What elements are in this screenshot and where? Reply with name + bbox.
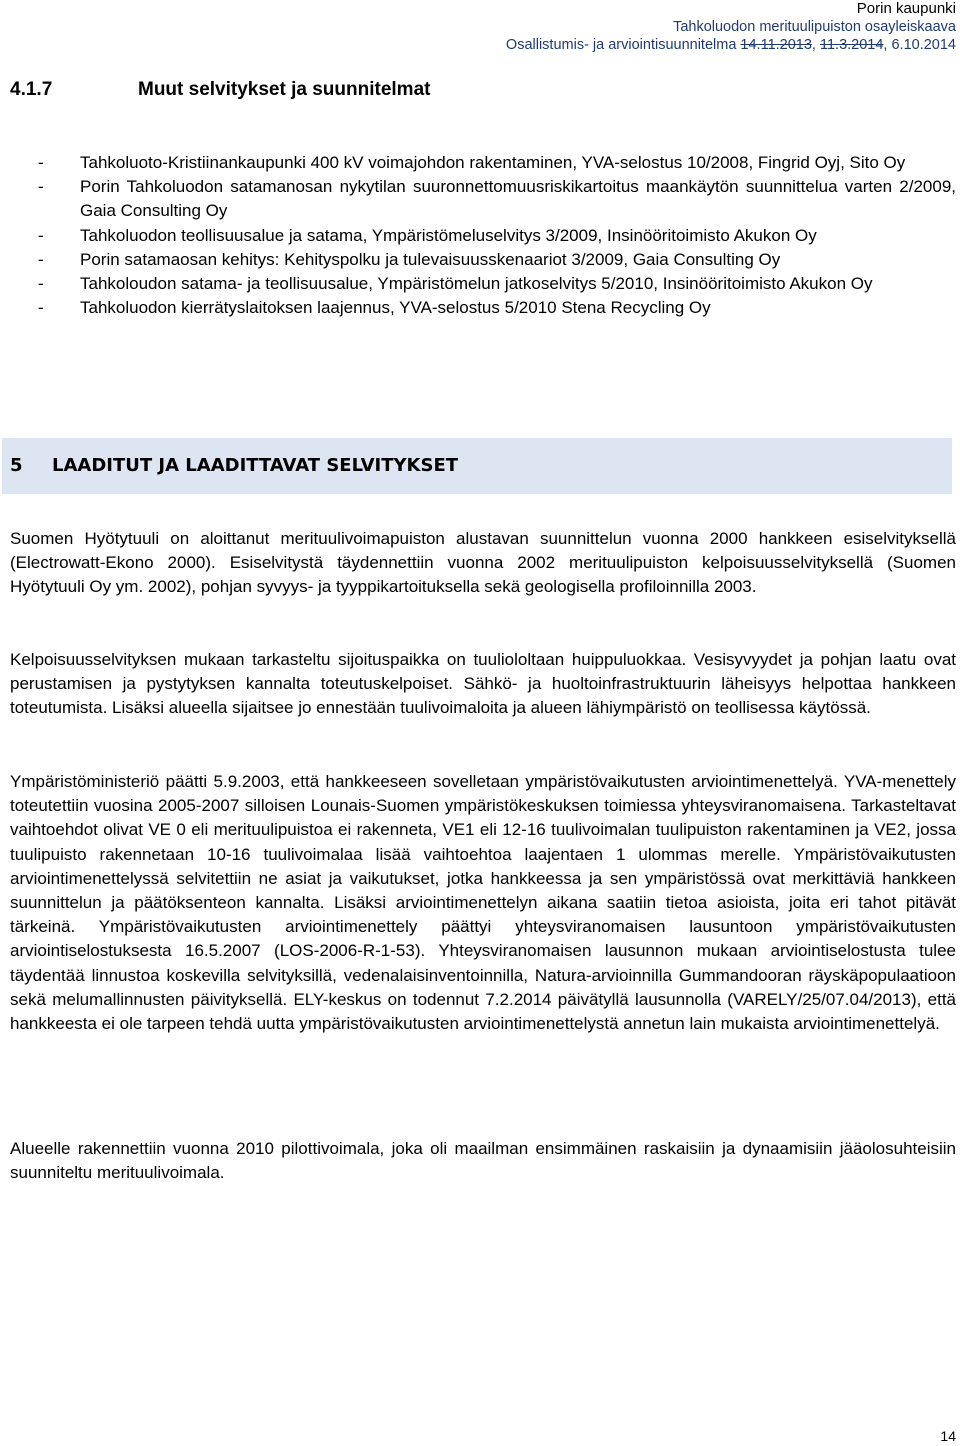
header-plan-subtitle [506,36,956,54]
reference-item: - Porin Tahkoluodon satamanosan nykytilan suuronnettomuusriskikartoitus maankäytön suunnittelua varten 2/2009, Gaia Consulting Oy [38,175,956,223]
header-date-struck-2: 11.3.2014 [819,37,884,53]
header-plan-title: Tahkoluodon merituulipuiston osayleiskaava [673,19,956,35]
body-paragraph-2 [10,648,956,745]
chapter-heading [10,455,458,477]
reference-item: - Tahkoluodon teollisuusalue ja satama, Ympäristömeluselvitys 3/2009, Insinööritoimisto Akukon Oy [38,224,956,248]
header-organization: Porin kaupunki [856,0,956,17]
reference-item: - Porin satamaosan kehitys: Kehityspolku ja tulevaisuusskenaariot 3/2009, Gaia Consulting Oy [38,248,956,272]
chapter-number: 5 [10,455,23,476]
page-header [506,0,956,54]
paragraph: Ympäristöministeriö päätti 5.9.2003, että hankkeeseen sovelletaan ympäristövaikutusten arviointimenettelyä. YVA-menettely toteutettiin vuosina 2005-2007 silloisen Lounais-Suomen ympäristökeskuksen toimiessa yhteysviranomaisena. Tarkasteltavat vaihtoehdot olivat VE 0 eli merituulipuistoa ei rakenneta, VE1 eli 12-16 tuulivoimalan tuulipuiston rakentaminen ja VE2, jossa tuulipuisto rakennetaan 10-16 tuulivoimalaa lisää vaihtoehtoa laajentaen 1 ulommas merelle. Ympäristövaikutusten arviointimenettelyssä selvitettiin ne asiat ja vaikutukset, jotka hankkeessa ja sen ympäristössä ovat merkittäviä hankkeen suunnittelun ja päätöksenteon kannalta. Lisäksi arviointimenettelyn aikana saatiin tietoa asioista, joita eri tahot pitävät tärkeinä. Ympäristövaikutusten arviointimenettely päättyi yhteysviranomaisen lausuntoon ympäristövaikutusten arviointiselostuksesta 16.5.2007 (LOS-2006-R-1-53). Yhteysviranomaisen lausunnon mukaan arviointiselostusta tulee täydentää linnustoa koskevilla selvityksillä, vedenalaisinventoinnilla, Natura-arvioinnilla Gummandooran räyskäpopulaatioon sekä melumallinnusten päivityksellä. ELY-keskus on todennut 7.2.2014 päivätyllä lausunnolla (VARELY/25/07.04/2013), että hankkeesta ei ole tarpeen tehdä uutta ympäristövaikutusten arviointimenettelystä annetun lain mukaista arviointimenettelyä. [10,772,956,1034]
paragraph: Kelpoisuusselvityksen mukaan tarkasteltu sijoituspaikka on tuuliololtaan huippuluokkaa. Vesisyvyydet ja pohjan laatu ovat perustamisen ja pystytyksen kannalta toteutuskelpoiset. Sähkö- ja huoltoinfrastruktuurin läheisyys helpottaa hankkeen toteutumista. Lisäksi alueella sijaitsee jo ennestään tuulivoimaloita ja alueen lähiympäristö on teollisessa käytössä. [10,650,956,718]
body-paragraph-3 [10,770,956,1060]
page-number: 14 [940,1428,956,1444]
paragraph: Alueelle rakennettiin vuonna 2010 pilottivoimala, joka oli maailman ensimmäinen raskaisiin ja dynaamisiin jääolosuhteisiin suunniteltu merituulivoimala. [10,1139,956,1183]
section-number: 4.1.7 [10,79,53,100]
reference-item: - Tahkoluoto-Kristiinankaupunki 400 kV voimajohdon rakentaminen, YVA-selostus 10/2008, Fingrid Oyj, Sito Oy [38,151,956,175]
header-date-struck-1: 14.11.2013 [740,37,812,53]
section-heading [10,78,430,102]
reference-item: - Tahkoluodon kierrätyslaitoksen laajennus, YVA-selostus 5/2010 Stena Recycling Oy [38,296,956,320]
header-date-current: , 6.10.2014 [883,37,956,53]
section-title: Muut selvitykset ja suunnitelmat [138,79,431,100]
body-paragraph-4 [10,1137,956,1209]
reference-list [38,151,956,320]
header-subtitle-prefix: Osallistumis- ja arviointisuunnitelma [505,37,741,53]
header-date-separator: , [811,37,820,53]
paragraph: Suomen Hyötytuuli on aloittanut merituulivoimapuiston alustavan suunnittelun vuonna 2000 hankkeen esiselvityksellä (Electrowatt-Ekono 2000). Esiselvitystä täydennettiin vuonna 2002 merituulipuiston kelpoisuusselvityksellä (Suomen Hyötytuuli Oy ym. 2002), pohjan syvyys- ja tyyppikartoituksella sekä geologisella profiloinnilla 2003. [10,529,956,597]
reference-item: - Tahkoloudon satama- ja teollisuusalue, Ympäristömelun jatkoselvitys 5/2010, Insinööritoimisto Akukon Oy [38,272,956,296]
chapter-title: LAADITUT JA LAADITTAVAT SELVITYKSET [52,455,459,476]
body-paragraph-1 [10,527,956,624]
